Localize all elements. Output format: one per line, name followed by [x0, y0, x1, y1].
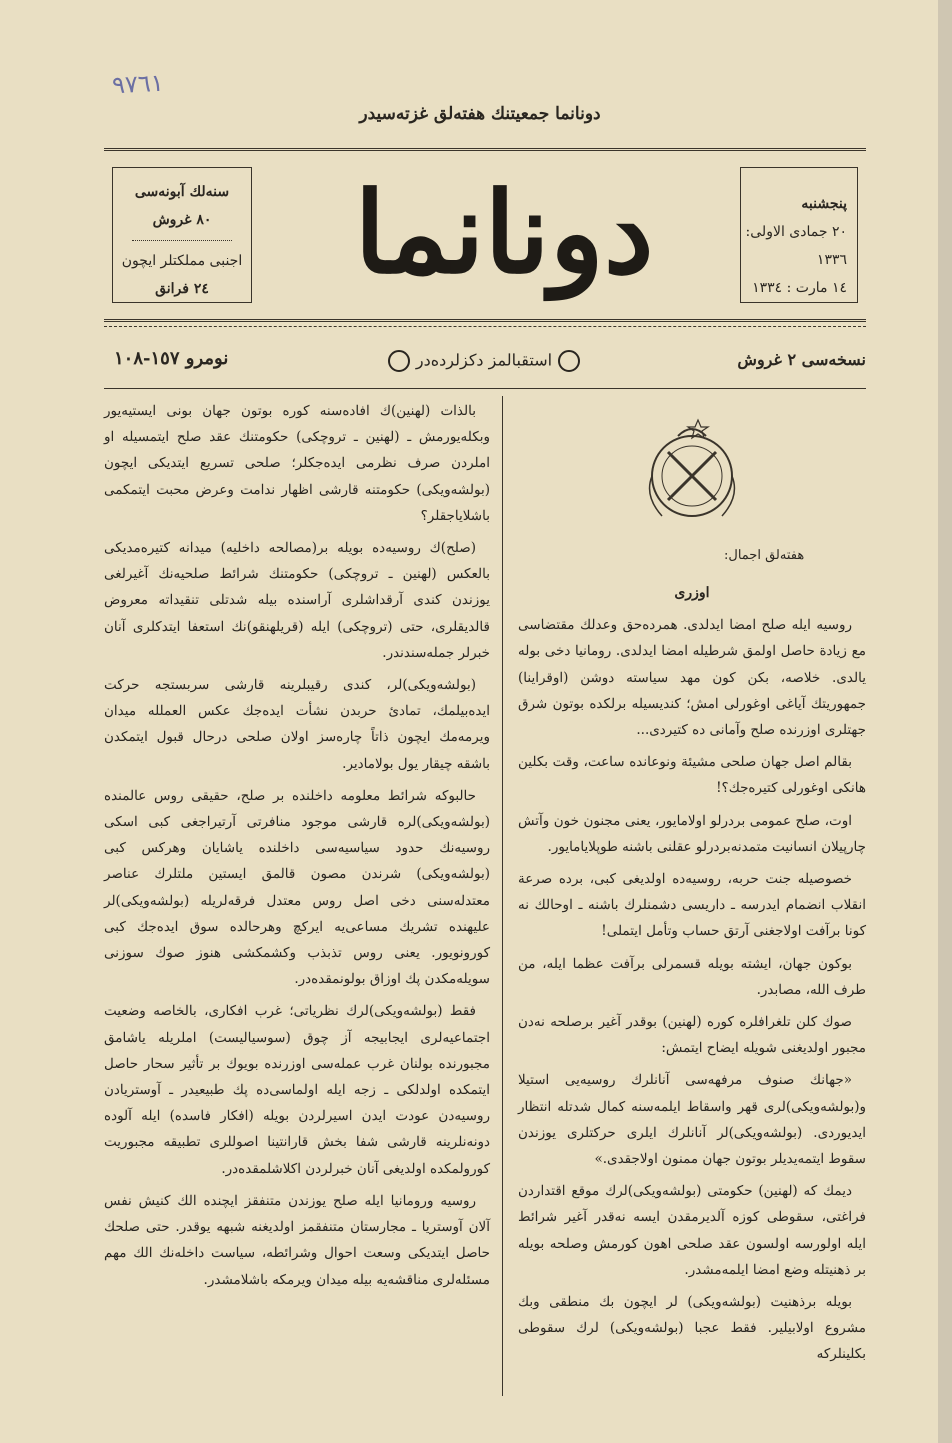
nameplate-title: دونانما — [354, 168, 654, 299]
subscription-divider — [132, 240, 232, 241]
column-divider — [502, 396, 503, 1396]
date-box — [740, 167, 858, 303]
article-paragraph: حالبوكه شرائط معلومه داخلنده بر صلح، حقيقى روس عالمنده (بولشه‌ويكى)لره قارشى موجود منافرتى آرتيراجغى كبى اسكى روسيه‌نك حدود سياسيه‌سى داخلنده ياشايان وهركس كبى (بولشه‌ويكى) شرندن مصون قالمق ايستين ملتلرك عناصر معتدله‌سنى دخى اصل روس معتدل فرقه‌لريله (بولشه‌ويكى)لر عليهنده تشريك مساعى‌يه ايركچ وهرحالده سوق ايده‌جك كبى كورونويور. يعنى روس تذبذب وكشمكشى هنوز صوك سوزنى سويله‌مكدن پك اوزاق بولونمقده‌در. — [104, 787, 490, 988]
motto-text: استقبالمز دكزلرده‌در — [415, 350, 553, 370]
page-edge — [938, 0, 952, 1443]
issue-price: نسخه‌سى ٢ غروش — [737, 350, 866, 369]
naval-anchor-emblem-icon — [634, 414, 750, 526]
swirl-ornament-icon — [388, 350, 410, 372]
masthead-rule — [104, 326, 866, 327]
weekly-summary-rubric: هفته‌لق اجمال: — [724, 548, 805, 563]
article-paragraph: «جهانك صنوف مرفهه‌سى آنانلرك روسيه‌يى استيلا و(بولشه‌ويكى)لرى قهر واسقاط ايلمه‌سنه كمال شدتله انتظار ايديوردى. (بولشه‌ويكى)لر آنانلرك ايلرى حركتلرى يوزندن سقوط ايتمه‌يديلر بوتون جهان ممنون اولاجقدى.» — [518, 1072, 866, 1168]
article-paragraph: فقط (بولشه‌ويكى)لرك نظرياتى؛ غرب افكارى، بالخاصه وضعيت اجتماعيه‌لرى ايجابيجه آز چوق (سوسياليست) املريله ياشامق مجبورنده بولنان غرب عمله‌سى اوزرنده بويوك بر تأثير سحار حاصل ايتمكده اولدلكى ـ زجه ايله اولماسى‌ده پك طبيعيدر ـ آوستريادن روسيه‌دن عودت ايدن اسيرلردن بويله (افكار فاسده) ايله آلوده دونه‌نلرينه قارشى شفا بخش قارانتينا اصوللرى تطبيقه مجبوريت كورولمكده اولديغى آنان خبرلردن اكلاشلمقده‌در. — [104, 1003, 490, 1177]
article-paragraph: اوت، صلح عمومى بردرلو اولامايور، يعنى مجنون خون وآتش چارپيلان انسانيت متمدنه‌بردرلو عقلنى باشنه طوپلايامايور. — [518, 812, 866, 855]
right-column-article — [518, 580, 866, 1374]
issue-row — [104, 344, 866, 384]
article-paragraph: بالذات (لهنين)ك افاده‌سنه كوره بوتون جهان بونى ايستيه‌يور وبكله‌يورمش ـ (لهنين ـ تروچكى) حكومتنك عقد صلح ايتمسيله او املردن صرف نظرمى ايده‌جكلر؛ صلحى تسريع ايتديكى ايچون (بولشه‌ويكى) حكومتنه قارشى اظهار ندامت وعرض محبت ايتمكمى باشلاياجقلر؟ — [104, 403, 490, 524]
subscription-box — [112, 167, 252, 303]
margin-note: ٩٧٦١ — [111, 68, 165, 100]
date-rumi: ١٤ مارت : ١٣٣٤ — [752, 280, 847, 296]
article-heading: اوزرى — [674, 585, 710, 601]
date-hijri: ٢٠ جمادى الاولى: ١٣٣٦ — [745, 224, 847, 268]
swirl-ornament-icon — [558, 350, 580, 372]
article-paragraph: بوكون جهان، ايشته بويله قسمرلى برآفت عظما ايله، من طرف الله، مصابدر. — [518, 955, 866, 998]
supertitle: دونانما جمعيتنك هفته‌لق غزته‌سيدر — [359, 104, 601, 124]
subscription-line-4: ٢٤ فرانق — [155, 281, 209, 297]
header-rule — [104, 388, 866, 389]
article-paragraph: خصوصيله جنت حربه، روسيه‌ده اولديغى كبى، برده صرعة انقلاب انضمام ايدرسه ـ داريسى دشمنلرك باشنه ـ اوحالك نه كونا برآفت اولاجغنى آرتق حساب وتأمل ايتملى! — [518, 871, 866, 940]
article-paragraph: روسيه ورومانيا ايله صلح يوزندن متنفقز ايچنده الك كنيش نفس آلان آوستريا ـ مجارستان متنفقمز اولديغنه شبهه يوقدر. حتى صلحك حاصل ايتديكى وسعت احوال وشرائطه، سياست داخله‌نك الك مهم مسئله‌لرى مناقشه‌يه بيله ميدان ويرمكه باشلامشدر. — [104, 1192, 490, 1288]
subscription-line-3: اجنبى مملكتلر ايچون — [121, 253, 243, 269]
subscription-line-2: ٨٠ غروش — [152, 212, 212, 228]
left-column-article — [104, 398, 490, 1299]
masthead — [104, 148, 866, 322]
article-paragraph: بقالم اصل جهان صلحى مشيئة ونوعانده ساعت، وقت بكلين هانكى اوغورلى كتيره‌جك؟! — [518, 754, 866, 797]
issue-number: نومرو ١٥٧-١٠٨ — [114, 348, 229, 369]
article-paragraph: ديمك كه (لهنين) حكومتى (بولشه‌ويكى)لرك موقع اقتداردن فراغتى، سقوطى كوزه آلديرمقدن ايسه نه‌قدر آغير شرائط ايله اولورسه اولسون عقد صلحى اهون كورمش وصلحه بويله بر ذهنيتله وضع امضا ايلمه‌مشدر. — [518, 1183, 866, 1278]
article-paragraph: روسيه ايله صلح امضا ايدلدى. همرده‌حق وعدلك مقتضاسى مع زيادة حاصل اولمق شرطيله امضا ايدلدى. رومانيا دخى بوله يالدى. خلاصه، بكن كون مهد سياسته دوشن (اوقراينا) جمهوريتك آياغى اوغورلى امش؛ كنديسيله برلكده بوتون شرق جهتلرى اوزرنده صلح وآمانى ده كتيردى... — [518, 617, 866, 739]
article-paragraph: صوك كلن تلغرافلره كوره (لهنين) بوقدر آغير برصلحه نه‌دن مجبور اولديغنى شويله ايضاح ايتمش: — [518, 1014, 866, 1057]
motto — [364, 350, 604, 372]
article-paragraph: (بولشه‌ويكى)لر، كندى رقيبلرينه قارشى سربستجه حركت ايده‌بيلمك، تمادئ حربدن نشأت ايده‌جك عكس العملله ميدان ويرمه‌مك ايچون ذاتاً چاره‌سز اولان صلحى درحال قبول ايتمكدن باشقه چيقار يول بولامادير. — [104, 677, 490, 772]
article-paragraph: (صلح)ك روسيه‌ده بويله بر(مصالحه داخليه) ميدانه كتيره‌مديكى بالعكس (لهنين ـ تروچكى) حكومتنك شرائط صلحيه‌نك آغيرلغى يوزندن كندى آرقداشلرى آراسنده بيله شدتلى تنقيداته معروض قالديقلرى، حتى (تروچكى) ايله (قريلهنقو)نك استعفا ايتدكلرى آنان خبرلر جمله‌سندندر. — [104, 540, 490, 661]
article-paragraph: بويله برذهنيت (بولشه‌ويكى) لر ايچون بك منطقى وبك مشروع اولابيلير. فقط عجبا (بولشه‌ويكى) لرك سقوطى بكلينلركه — [518, 1294, 866, 1363]
weekday: پنجشنبه — [801, 196, 847, 212]
subscription-line-1: سنه‌لك آبونه‌سى — [134, 184, 230, 200]
